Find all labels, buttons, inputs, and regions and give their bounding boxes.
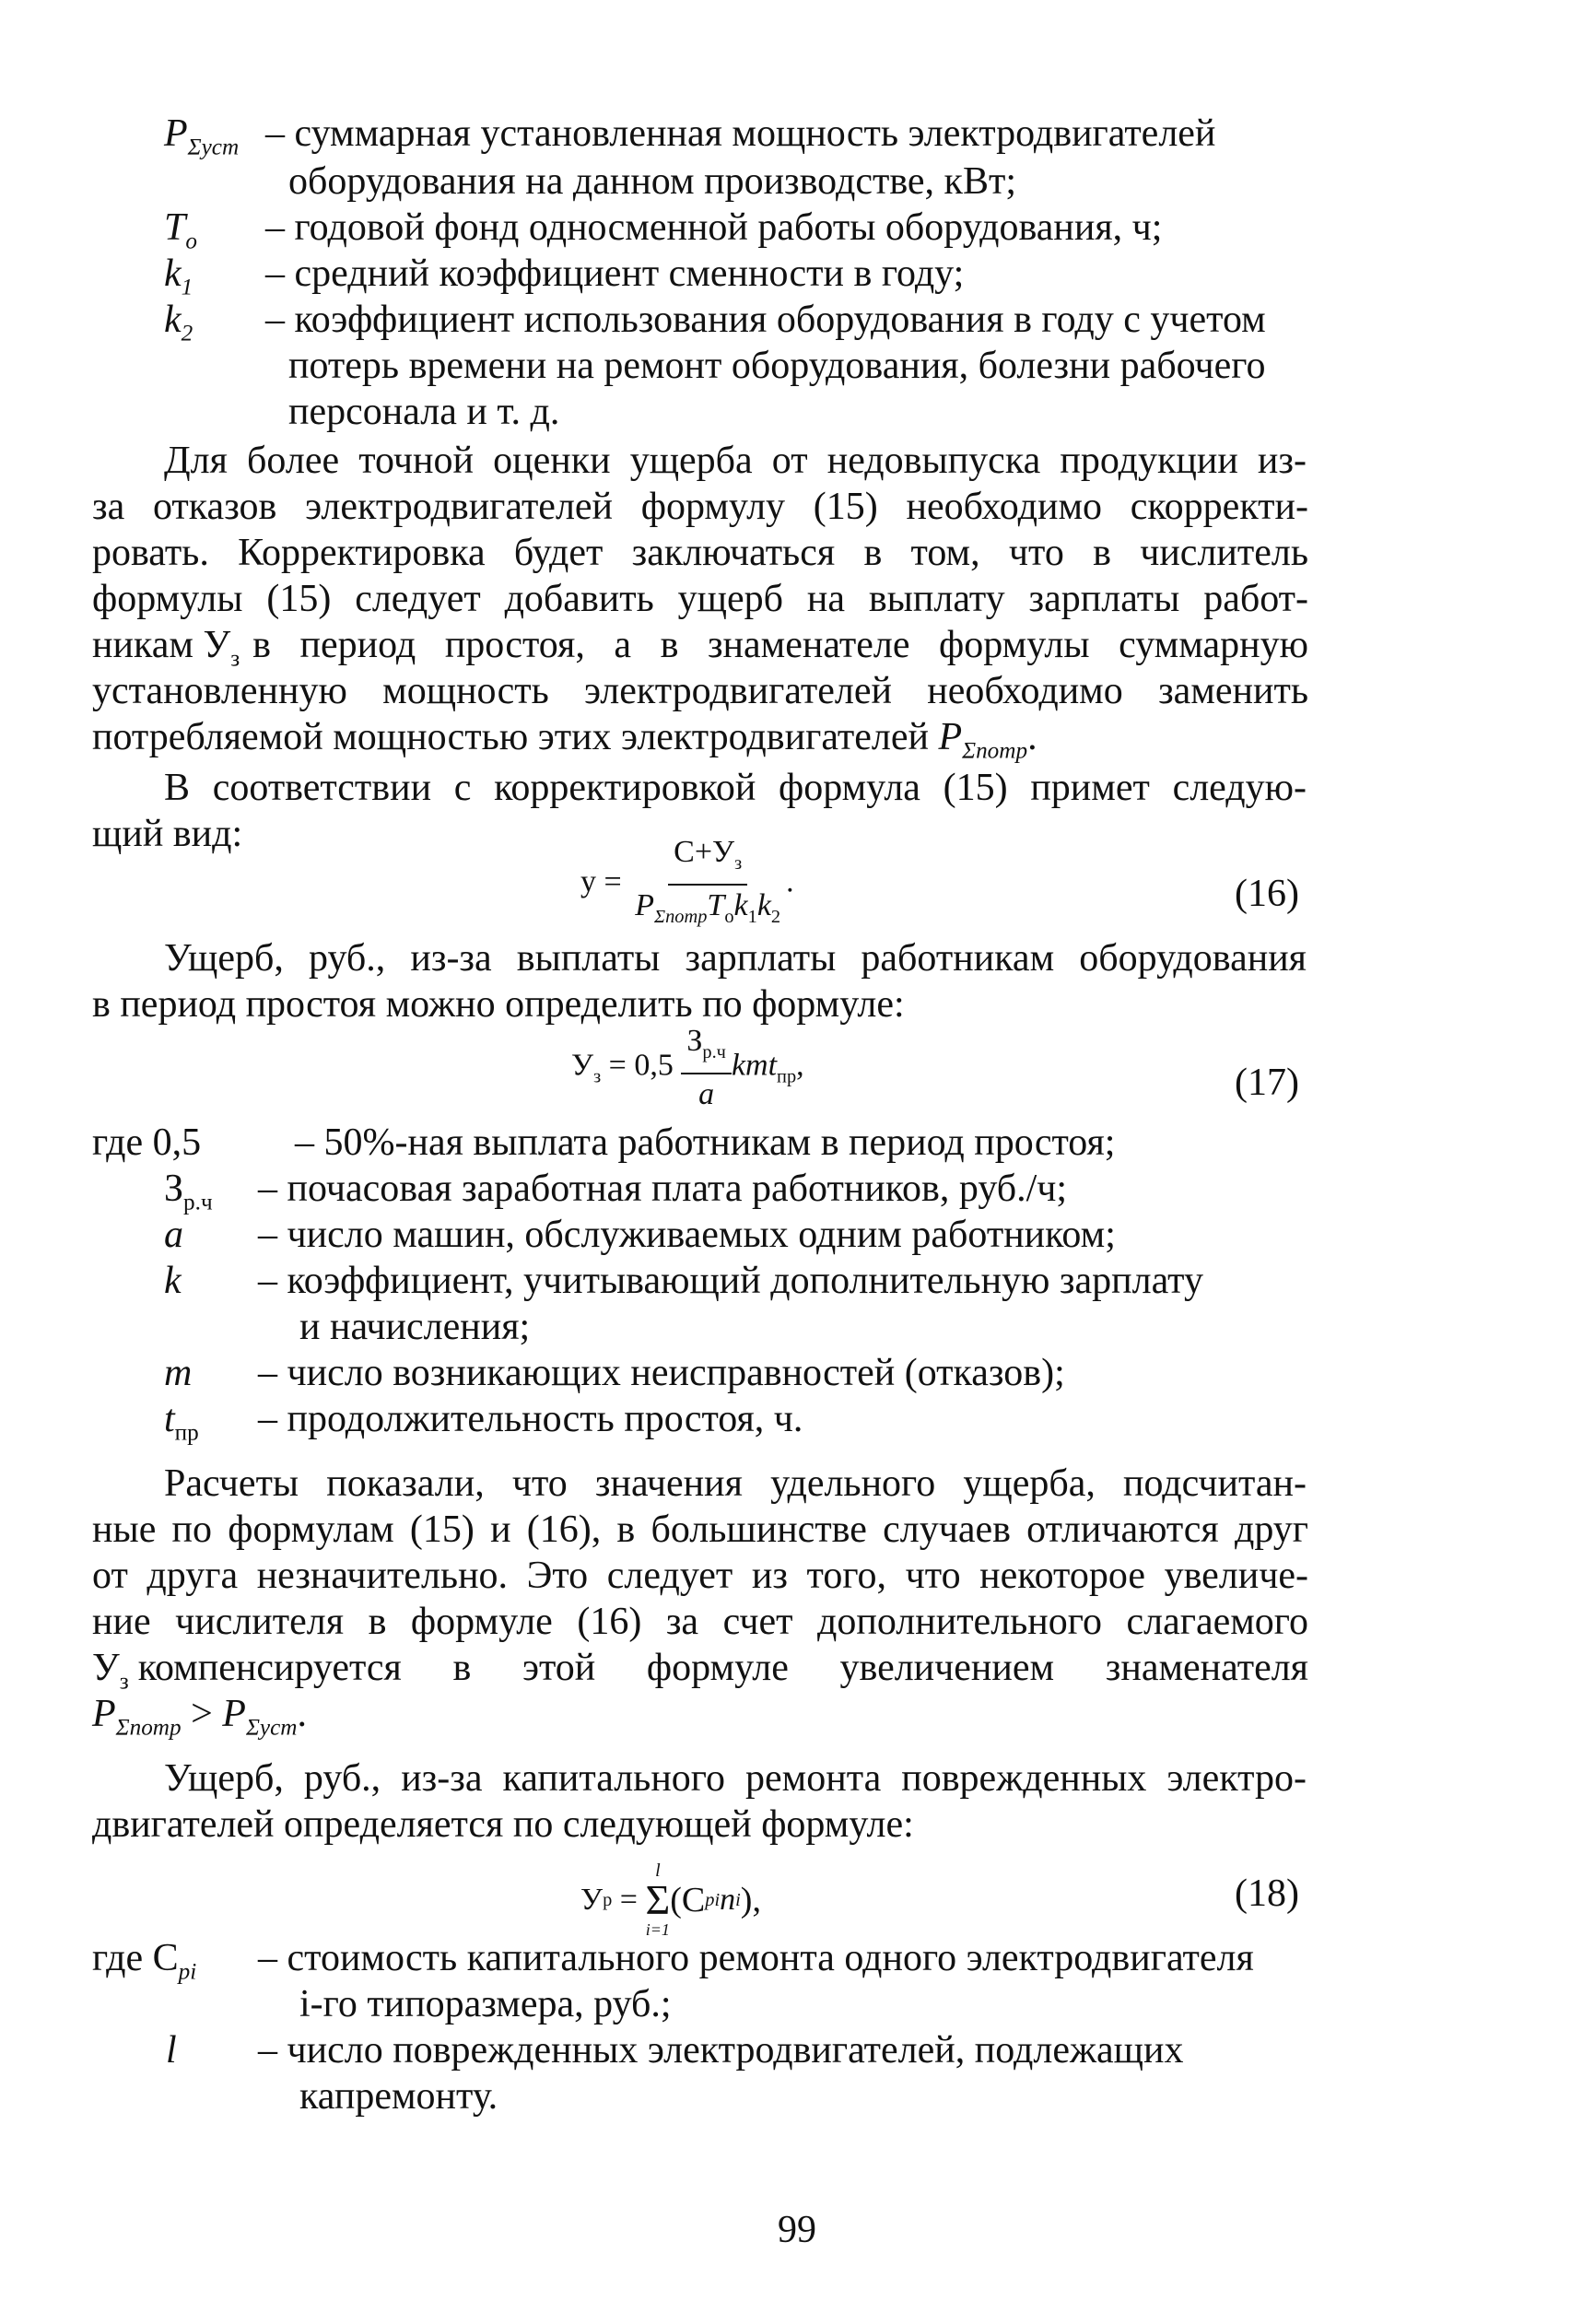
definition-line: потерь времени на ремонт оборудования, болезни рабочего	[288, 345, 1266, 387]
definition-line: оборудования на данном производстве, кВт;	[288, 160, 1017, 203]
definition-line: – средний коэффициент сменности в году;	[265, 252, 965, 295]
symbol-k: k	[164, 1260, 182, 1302]
text-line: формулы (15) следует добавить ущерб на выплату зарплаты работ-	[92, 578, 1308, 620]
text-line: Для более точной оценки ущерба от недовыпуска продукции из-	[164, 440, 1307, 482]
definition-line: – суммарная установленная мощность электродвигателей	[265, 112, 1216, 155]
symbol-a: a	[164, 1214, 183, 1256]
text-line: потребляемой мощностью этих электродвигателей $P_{\Sigma потр}$.	[92, 716, 1037, 764]
text-line: $У_з$ компенсируется в этой формуле увеличением знаменателя	[92, 1647, 1308, 1695]
inequality: $P_{\Sigma потр} > P_{\Sigma уст}$.	[92, 1693, 307, 1741]
definition-line: – число поврежденных электродвигателей, подлежащих	[258, 2029, 1184, 2072]
definition-line: персонала и т. д.	[288, 391, 560, 433]
symbol-p-sum-ust: $P_{\Sigma уст}$	[164, 112, 240, 160]
text-line: Ущерб, руб., из-за капитального ремонта поврежденных электро-	[164, 1757, 1307, 1800]
equation-16: у = $\frac{С+У_з}{P_{\Sigma потр}T_оk_1k_2}$ .	[580, 835, 794, 927]
text-line: никам $У_з$ в период простоя, а в знаменателе формулы суммарную	[92, 624, 1308, 672]
symbol-t-pr: $t_{пр}$	[164, 1398, 199, 1446]
equation-number-17: (17)	[1235, 1062, 1299, 1104]
text-line: Ущерб, руб., из-за выплаты зарплаты работникам оборудования	[164, 937, 1307, 980]
definition-line: – число машин, обслуживаемых одним работником;	[258, 1214, 1116, 1256]
definition-line: – продолжительность простоя, ч.	[258, 1398, 803, 1440]
definition-line: – почасовая заработная плата работников, руб./ч;	[258, 1168, 1068, 1210]
symbol-z-rch: $З_{р.ч}$	[164, 1168, 213, 1215]
text-line: В соответствии с корректировкой формула (15) примет следую-	[164, 767, 1307, 809]
text-line: ровать. Корректировка будет заключаться в том, что в числитель	[92, 532, 1308, 574]
definition-line: i-го типоразмера, руб.;	[299, 1983, 672, 2025]
text-line: от друга незначительно. Это следует из того, что некоторое увеличе-	[92, 1555, 1308, 1597]
page-number: 99	[778, 2209, 816, 2251]
text-line: щий вид:	[92, 813, 243, 855]
definition-line: – число возникающих неисправностей (отказов);	[258, 1352, 1065, 1394]
equation-number-18: (18)	[1235, 1872, 1299, 1915]
text-line: двигателей определяется по следующей формуле:	[92, 1803, 914, 1846]
text-line: ние числителя в формуле (16) за счет дополнительного слагаемого	[92, 1601, 1308, 1643]
text-line: установленную мощность электродвигателей необходимо заменить	[92, 670, 1308, 712]
symbol-k2: $k_2$	[164, 299, 193, 346]
definition-line: – стоимость капитального ремонта одного электродвигателя	[258, 1937, 1254, 1979]
text-line: Расчеты показали, что значения удельного ущерба, подсчитан-	[164, 1462, 1307, 1505]
symbol-c-pi: где $C_{pi}$	[92, 1937, 197, 1985]
symbol-half: где 0,5	[92, 1121, 202, 1164]
equation-number-16: (16)	[1235, 873, 1299, 915]
definition-line: – коэффициент использования оборудования в году с учетом	[265, 299, 1266, 341]
text-line: ные по формулам (15) и (16), в большинстве случаев отличаются друг	[92, 1508, 1308, 1551]
equation-18: У р = l Σ i=1 (C pi n i ),	[580, 1860, 761, 1939]
definition-line: – 50%-ная выплата работникам в период простоя;	[295, 1121, 1116, 1164]
definition-line: – коэффициент, учитывающий дополнительную зарплату	[258, 1260, 1203, 1302]
definition-line: и начисления;	[299, 1306, 531, 1348]
definition-line: капремонту.	[299, 2075, 498, 2118]
symbol-t-o: $T_о$	[164, 206, 197, 254]
definition-line: – годовой фонд односменной работы оборудования, ч;	[265, 206, 1163, 249]
equation-17: $У_з = 0,5$ $\frac{З_{р.ч}}{a}$ kmt$_{пр}$,	[571, 1024, 804, 1111]
text-line: за отказов электродвигателей формулу (15) необходимо скорректи-	[92, 486, 1308, 528]
text-line: в период простоя можно определить по формуле:	[92, 983, 905, 1026]
symbol-k1: $k_1$	[164, 252, 193, 300]
symbol-l: l	[166, 2029, 177, 2072]
symbol-m: m	[164, 1352, 193, 1394]
